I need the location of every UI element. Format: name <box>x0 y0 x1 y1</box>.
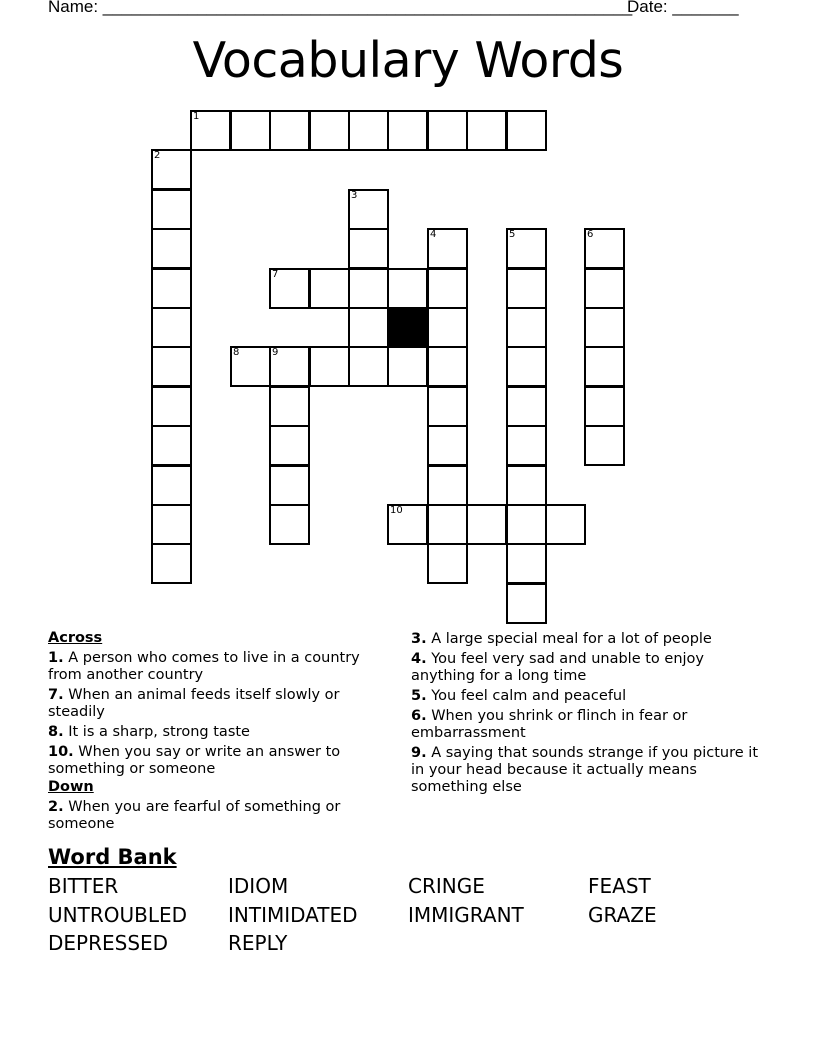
clue-number: 9. <box>411 745 427 761</box>
clue-number: 10. <box>48 744 74 760</box>
clue-text: A large special meal for a lot of people <box>431 631 712 647</box>
grid-cell[interactable] <box>387 346 428 387</box>
grid-cell[interactable] <box>269 268 310 309</box>
clue-number-label: 4 <box>430 229 437 240</box>
clue-number: 1. <box>48 650 64 666</box>
grid-cell[interactable] <box>545 504 586 545</box>
grid-cell[interactable] <box>387 504 428 545</box>
black-square <box>387 307 428 348</box>
word-bank-word: REPLY <box>228 931 288 955</box>
grid-cell[interactable] <box>190 110 231 151</box>
clue-text: When an animal feeds itself slowly or steadily <box>48 687 340 720</box>
grid-cell[interactable] <box>269 425 310 466</box>
grid-cell[interactable] <box>269 110 310 151</box>
word-bank-word: IDIOM <box>228 874 289 898</box>
grid-cell[interactable] <box>584 268 625 309</box>
grid-cell[interactable] <box>466 504 507 545</box>
word-bank-word: GRAZE <box>588 903 657 927</box>
grid-cell[interactable] <box>506 543 547 584</box>
grid-cell[interactable] <box>348 268 389 309</box>
grid-cell[interactable] <box>584 346 625 387</box>
grid-cell[interactable] <box>506 110 547 151</box>
grid-cell[interactable] <box>506 346 547 387</box>
clue-across-8 <box>48 724 388 741</box>
grid-cell[interactable] <box>506 465 547 506</box>
grid-cell[interactable] <box>230 346 271 387</box>
grid-cell[interactable] <box>427 386 468 427</box>
clue-text: It is a sharp, strong taste <box>68 724 250 740</box>
grid-cell[interactable] <box>151 504 192 545</box>
grid-cell[interactable] <box>584 307 625 348</box>
grid-cell[interactable] <box>230 110 271 151</box>
grid-cell[interactable] <box>348 189 389 230</box>
clue-down-5 <box>411 688 761 705</box>
grid-cell[interactable] <box>506 583 547 624</box>
grid-cell[interactable] <box>584 228 625 269</box>
clue-number-label: 8 <box>233 347 240 358</box>
grid-cell[interactable] <box>427 110 468 151</box>
grid-cell[interactable] <box>269 346 310 387</box>
grid-cell[interactable] <box>269 465 310 506</box>
grid-cell[interactable] <box>151 386 192 427</box>
date-field: Date: _______ <box>627 0 739 16</box>
grid-cell[interactable] <box>427 504 468 545</box>
clue-across-10 <box>48 744 388 778</box>
clue-number: 3. <box>411 631 427 647</box>
grid-cell[interactable] <box>506 307 547 348</box>
page-title: Vocabulary Words <box>192 32 624 89</box>
clue-number-label: 2 <box>154 150 161 161</box>
word-bank-word: IMMIGRANT <box>408 903 524 927</box>
clue-across-1 <box>48 650 388 684</box>
grid-cell[interactable] <box>427 543 468 584</box>
clue-text: You feel calm and peaceful <box>431 688 627 704</box>
clue-across-7 <box>48 687 388 721</box>
grid-cell[interactable] <box>151 268 192 309</box>
grid-cell[interactable] <box>269 504 310 545</box>
grid-cell[interactable] <box>269 386 310 427</box>
clue-number-label: 7 <box>272 269 279 280</box>
grid-cell[interactable] <box>309 268 350 309</box>
clues-right-column <box>411 628 761 796</box>
clue-number-label: 1 <box>193 111 200 122</box>
grid-cell[interactable] <box>506 386 547 427</box>
clue-down-6 <box>411 708 761 742</box>
clue-number: 8. <box>48 724 64 740</box>
name-field: Name: ________________________________________________________ <box>48 0 633 16</box>
grid-cell[interactable] <box>506 504 547 545</box>
clue-down-9 <box>411 745 761 796</box>
clue-text: A person who comes to live in a country from another country <box>48 650 360 683</box>
grid-cell[interactable] <box>348 110 389 151</box>
clue-text: You feel very sad and unable to enjoy anything for a long time <box>411 651 704 684</box>
grid-cell[interactable] <box>427 425 468 466</box>
grid-cell[interactable] <box>506 268 547 309</box>
grid-cell[interactable] <box>506 425 547 466</box>
clues-left-column <box>48 629 388 833</box>
word-bank-word: DEPRESSED <box>48 931 169 955</box>
clue-down-4 <box>411 651 761 685</box>
down-heading: Down <box>48 779 94 795</box>
grid-cell[interactable] <box>506 228 547 269</box>
grid-cell[interactable] <box>387 110 428 151</box>
clue-number: 5. <box>411 688 427 704</box>
clue-number: 4. <box>411 651 427 667</box>
grid-cell[interactable] <box>151 189 192 230</box>
word-bank-title: Word Bank <box>48 845 177 869</box>
grid-cell[interactable] <box>427 268 468 309</box>
clue-number-label: 6 <box>587 229 594 240</box>
grid-cell[interactable] <box>348 346 389 387</box>
clue-number-label: 10 <box>390 505 403 516</box>
clue-number-label: 3 <box>351 190 358 201</box>
word-bank-word: CRINGE <box>408 874 485 898</box>
grid-cell[interactable] <box>427 307 468 348</box>
grid-cell[interactable] <box>151 465 192 506</box>
word-bank-word: UNTROUBLED <box>48 903 187 927</box>
grid-cell[interactable] <box>427 346 468 387</box>
grid-cell[interactable] <box>151 307 192 348</box>
word-bank-word: INTIMIDATED <box>228 903 358 927</box>
grid-cell[interactable] <box>348 228 389 269</box>
grid-cell[interactable] <box>427 228 468 269</box>
clue-number-label: 5 <box>509 229 516 240</box>
grid-cell[interactable] <box>348 307 389 348</box>
grid-cell[interactable] <box>387 268 428 309</box>
grid-cell[interactable] <box>309 110 350 151</box>
clue-text: When you are fearful of something or someone <box>48 799 341 832</box>
grid-cell[interactable] <box>151 149 192 190</box>
grid-cell[interactable] <box>427 465 468 506</box>
clue-number: 7. <box>48 687 64 703</box>
word-bank-word: BITTER <box>48 874 119 898</box>
grid-cell[interactable] <box>584 425 625 466</box>
grid-cell[interactable] <box>151 543 192 584</box>
grid-cell[interactable] <box>151 425 192 466</box>
grid-cell[interactable] <box>151 228 192 269</box>
clue-down-2 <box>48 799 388 833</box>
word-bank-word: FEAST <box>588 874 651 898</box>
grid-cell[interactable] <box>584 386 625 427</box>
clue-text: When you shrink or flinch in fear or embarrassment <box>411 708 688 741</box>
clue-number-label: 9 <box>272 347 279 358</box>
grid-cell[interactable] <box>466 110 507 151</box>
clue-text: When you say or write an answer to something or someone <box>48 744 341 777</box>
across-heading: Across <box>48 630 103 646</box>
grid-cell[interactable] <box>151 346 192 387</box>
clue-text: A saying that sounds strange if you picture it in your head because it actually means something else <box>411 745 758 795</box>
grid-cell[interactable] <box>309 346 350 387</box>
clue-number: 6. <box>411 708 427 724</box>
clue-down-3 <box>411 631 761 648</box>
clue-number: 2. <box>48 799 64 815</box>
